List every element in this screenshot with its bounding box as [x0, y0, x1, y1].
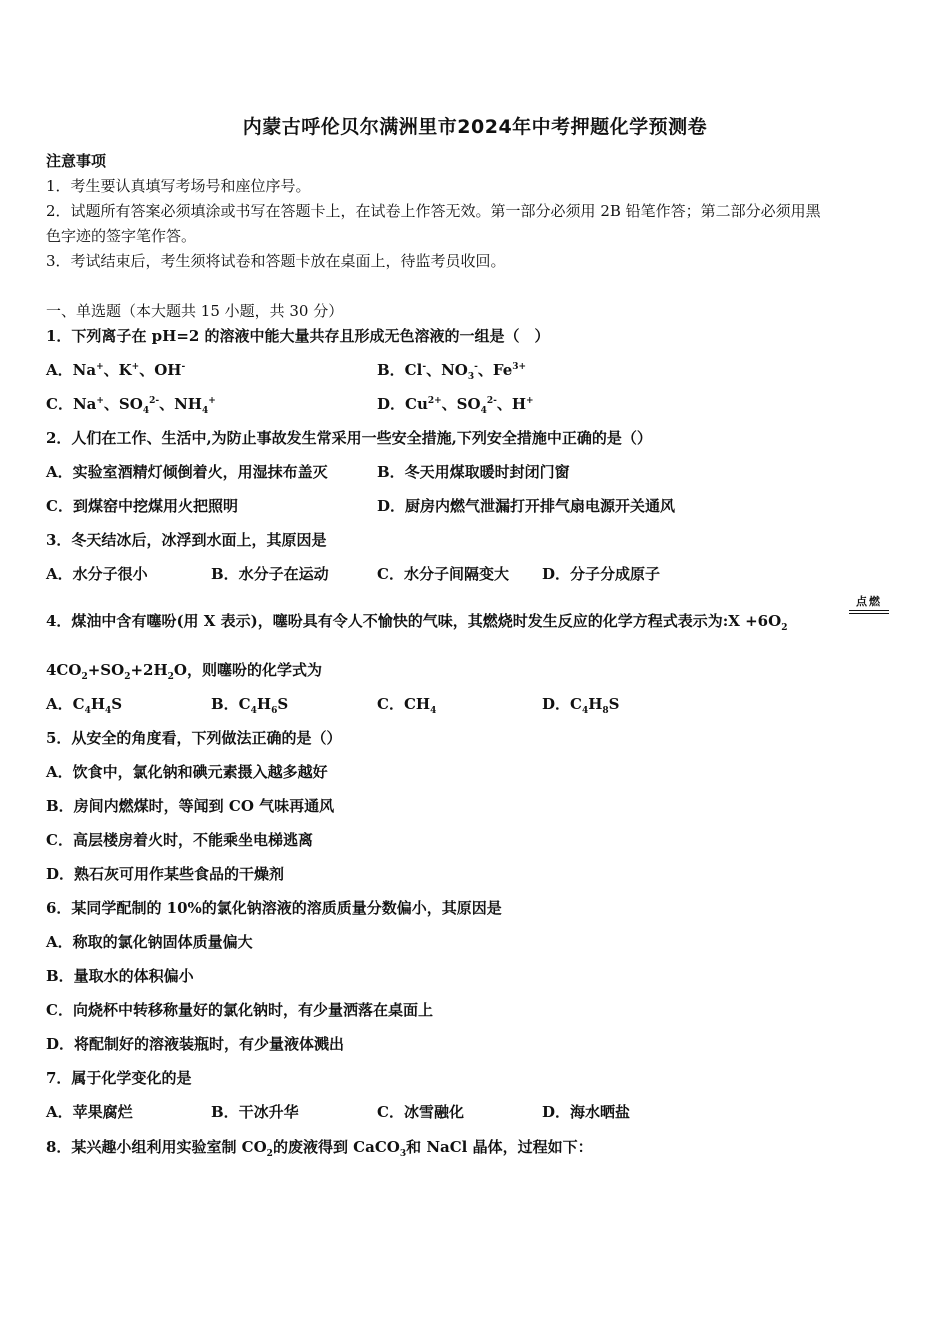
question-5-stem: 5．从安全的角度看，下列做法正确的是（） [46, 729, 342, 747]
question-4-stem-cont: $4CO_2+SO_2+2H_2O$，则噻吩的化学式为 [46, 661, 322, 682]
question-6-option-b: B．量取水的体积偏小 [46, 967, 194, 985]
question-8-stem: 8．某兴趣小组利用实验室制 $CO_2$的废液得到 CaCO$_3$和 NaCl 晶体，过程如下： [46, 1138, 593, 1159]
question-2-option-c: C．到煤窑中挖煤用火把照明 [46, 497, 238, 515]
section-heading: 一、单选题（本大题共 15 小题，共 30 分） [46, 302, 344, 320]
question-6-option-c: C．向烧杯中转移称量好的氯化钠时，有少量洒落在桌面上 [46, 1001, 433, 1019]
question-3-option-c: C．水分子间隔变大 [377, 565, 509, 583]
question-5-option-b: B．房间内燃煤时，等闻到 CO 气味再通风 [46, 797, 335, 815]
notice-item-3: 3．考试结束后，考生须将试卷和答题卡放在桌面上，待监考员收回。 [46, 252, 506, 270]
question-1-stem: 1．下列离子在 pH=2 的溶液中能大量共存且形成无色溶液的一组是（ ） [46, 327, 550, 345]
reaction-condition-arrow [849, 596, 889, 614]
question-5-option-c: C．高层楼房着火时，不能乘坐电梯逃离 [46, 831, 313, 849]
notice-heading: 注意事项 [46, 152, 107, 170]
question-4-option-c: C．$CH_4$ [377, 695, 437, 716]
question-7-option-c: C．冰雪融化 [377, 1103, 464, 1121]
question-6-stem: 6．某同学配制的 10%的氯化钠溶液的溶质质量分数偏小，其原因是 [46, 899, 502, 917]
notice-item-1: 1．考生要认真填写考场号和座位序号。 [46, 177, 311, 195]
question-4-stem: 4．煤油中含有噻吩(用 X 表示)，噻吩具有令人不愉快的气味，其燃烧时发生反应的化学方程式表示为:X $+6O_2$ [46, 612, 788, 633]
question-7-option-b: B．干冰升华 [211, 1103, 299, 1121]
notice-item-2: 2．试题所有答案必须填涂或书写在答题卡上，在试卷上作答无效。第一部分必须用 2B 铅笔作答；第二部分必须用黑 [46, 202, 821, 220]
question-1-option-b: B．Cl-、$NO_3^-$、$Fe^{3+}$ [377, 361, 527, 382]
question-4-option-a: A．$C_4H_4S$ [46, 695, 123, 716]
question-1-option-a: A．Na+、K+、OH- [46, 361, 186, 379]
question-3-option-d: D．分子分成原子 [542, 565, 661, 583]
question-1-option-c: C．Na+、$SO_4^{2-}$、$NH_4^+$ [46, 395, 216, 416]
question-2-option-d: D．厨房内燃气泄漏打开排气扇电源开关通风 [377, 497, 676, 515]
question-1-option-d: D．$Cu^{2+}$、$SO_4^{2-}$、H+ [377, 395, 534, 416]
question-5-option-a: A．饮食中，氯化钠和碘元素摄入越多越好 [46, 763, 328, 781]
question-2-option-a: A．实验室酒精灯倾倒着火，用湿抹布盖灭 [46, 463, 328, 481]
question-7-option-a: A．苹果腐烂 [46, 1103, 133, 1121]
question-4-option-d: D．$C_4H_8S$ [542, 695, 620, 716]
question-3-option-b: B．水分子在运动 [211, 565, 329, 583]
question-3-stem: 3．冬天结冰后，冰浮到水面上，其原因是 [46, 531, 327, 549]
question-2-option-b: B．冬天用煤取暖时封闭门窗 [377, 463, 570, 481]
question-4-option-b: B．$C_4H_6S$ [211, 695, 289, 716]
notice-item-2-cont: 色字迹的签字笔作答。 [46, 227, 197, 245]
reaction-condition: 点燃 [856, 595, 882, 608]
question-7-stem: 7．属于化学变化的是 [46, 1069, 192, 1087]
question-6-option-a: A．称取的氯化钠固体质量偏大 [46, 933, 253, 951]
question-6-option-d: D．将配制好的溶液装瓶时，有少量液体溅出 [46, 1035, 345, 1053]
question-7-option-d: D．海水晒盐 [542, 1103, 631, 1121]
question-5-option-d: D．熟石灰可用作某些食品的干燥剂 [46, 865, 285, 883]
question-3-option-a: A．水分子很小 [46, 565, 148, 583]
page-title: 内蒙古呼伦贝尔满洲里市2024年中考押题化学预测卷 [242, 116, 708, 138]
question-2-stem: 2．人们在工作、生活中,为防止事故发生常采用一些安全措施,下列安全措施中正确的是（） [46, 429, 652, 447]
